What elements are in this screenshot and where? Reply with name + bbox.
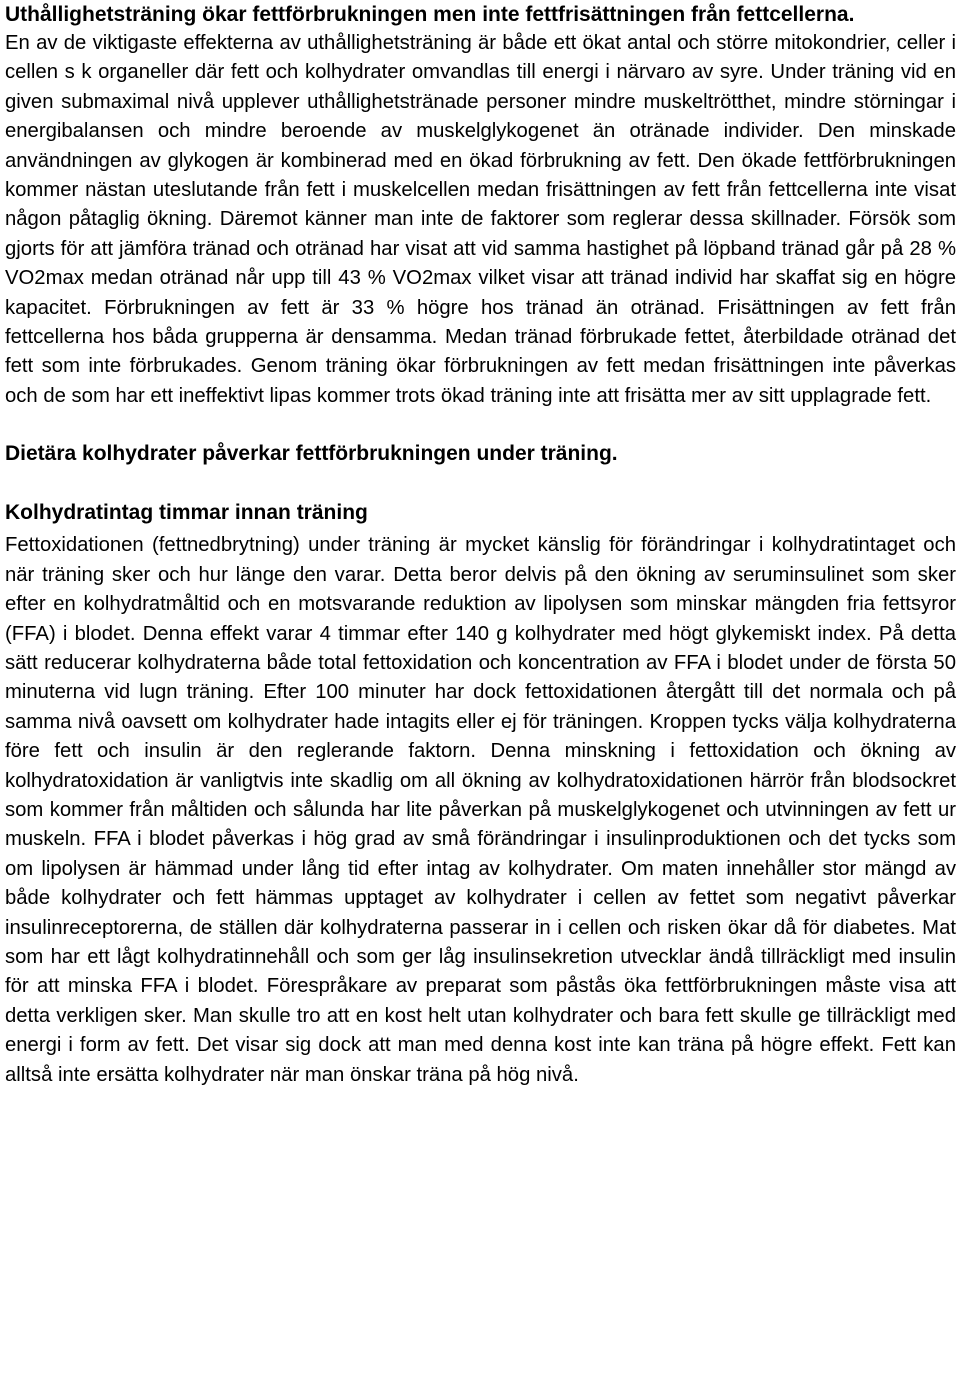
paragraph-endurance-training: En av de viktigaste effekterna av uthållighetsträning är både ett ökat antal och större mitokondrier, celler i cellen s k organeller där fett och kolhydrater omvandlas till energi i närvaro av syre. Under träning vid en given submaximal nivå upplever uthållighetstränade personer mindre muskeltrötthet, mindre störningar i energibalansen och mindre beroende av muskelglykogenet än otränade individer. Den minskade användningen av glykogen är kombinerad med en ökad förbrukning av fett. Den ökade fettförbrukningen kommer nästan uteslutande från fett i muskelcellen medan frisättningen av fett från fettcellerna inte visat någon påtaglig ökning. Däremot känner man inte de faktorer som reglerar dessa skillnader. Försök som gjorts för att jämföra tränad och otränad har visat att vid samma hastighet på löpband tränad går på 28 % VO2max medan otränad når upp till 43 % VO2max vilket visar att tränad individ har skaffat sig en högre kapacitet. Förbrukningen av fett är 33 % högre hos tränad än otränad. Frisättningen av fett från fettcellerna hos båda grupperna är densamma. Medan tränad förbrukade fettet, återbildade otränad det fett som inte förbrukades. Genom träning ökar förbrukningen av fett medan frisättningen inte påverkas och de som har ett ineffektivt lipas kommer trots ökad träning inte att frisätta mer av sitt upplagrade fett. (5, 32, 956, 407)
paragraph-carbohydrate-intake: Fettoxidationen (fettnedbrytning) under träning är mycket känslig för förändringar i kolhydratintaget och när träning sker och hur länge den varar. Detta beror delvis på den ökning av seruminsulinet som sker efter en kolhydratmåltid och en motsvarande reduktion av lipolysen som minskar mängden fria fettsyror (FFA) i blodet. Denna effekt varar 4 timmar efter 140 g kolhydrater med högt glykemiskt index. På detta sätt reducerar kolhydraterna både total fettoxidation och koncentration av FFA i blodet under de första 50 minuterna vid lugn träning. Efter 100 minuter har dock fettoxidationen återgått till det normala och på samma nivå oavsett om kolhydrater hade intagits eller ej för träningen. Kroppen tycks välja kolhydraterna före fett och insulin är den reglerande faktorn. Denna minskning i fettoxidation och ökning av kolhydratoxidation är vanligtvis inte skadlig om all ökning av kolhydratoxidationen härrör från blodsockret som kommer från måltiden och sålunda har lite påverkan på muskelglykogenet och utvinningen av fett ur muskeln. FFA i blodet påverkas i hög grad av små förändringar i insulinproduktionen och det tycks som om lipolysen är hämmad under lång tid efter intag av kolhydrater. Om maten innehåller stor mängd av både kolhydrater och fett hämmas upptaget av kolhydrater i cellen av fettet som negativt påverkar insulinreceptorerna, de ställen där kolhydraterna passerar in i cellen och risken ökar då för diabetes. Mat som har ett lågt kolhydratinnehåll och som ger låg insulinsekretion utvecklar ändå tillräckligt med insulin för att minska FFA i blodet. Förespråkare av preparat som påstås öka fettförbrukningen måste visa att detta verkligen sker. Man skulle tro att en kost helt utan kolhydrater och bara fett skulle ge tillräckligt med energi i form av fett. Det visar sig dock att man med denna kost inte kan träna på högre effekt. Fett kan alltså inte ersätta kolhydrater när man önskar träna på hög nivå. (5, 534, 956, 1086)
section-spacer (5, 411, 956, 439)
section-heading-dietary-carbohydrates: Dietära kolhydrater påverkar fettförbrukningen under träning. (5, 442, 618, 466)
section-spacer (5, 468, 956, 498)
section-heading-endurance-training: Uthållighetsträning ökar fettförbrukningen men inte fettfrisättningen från fettcellerna. (5, 3, 855, 26)
section-heading-carbohydrate-intake: Kolhydratintag timmar innan träning (5, 501, 368, 525)
